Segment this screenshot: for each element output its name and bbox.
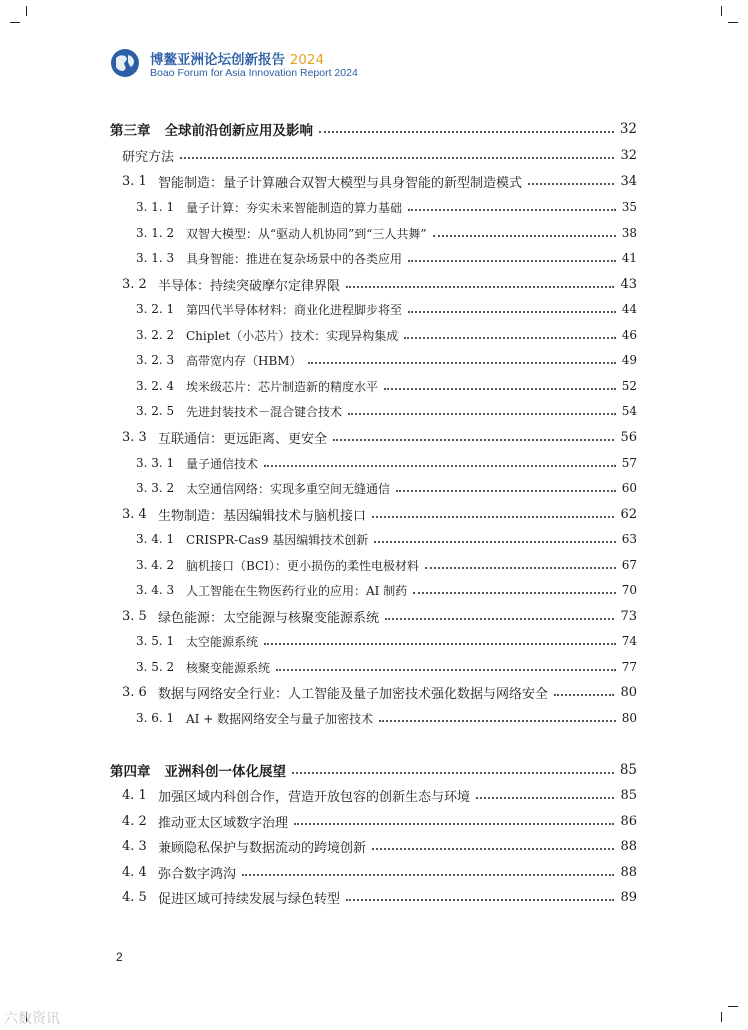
toc-number: 3. 4. 1	[136, 532, 175, 546]
toc-page: 77	[621, 660, 637, 674]
toc-page: 32	[619, 121, 637, 137]
leader-dots	[264, 465, 616, 467]
leader-dots	[319, 131, 614, 133]
toc-page: 85	[620, 787, 637, 803]
toc-number: 3. 1. 3	[136, 251, 175, 265]
toc-entry-3-2[interactable]	[122, 274, 637, 294]
toc-page: 85	[619, 762, 637, 778]
toc-title: 亚洲科创一体化展望	[164, 764, 286, 780]
toc-title: 智能制造：量子计算融合双智大模型与具身智能的新型制造模式	[158, 175, 523, 191]
toc-number: 3. 2. 5	[136, 404, 175, 418]
toc-page: 52	[621, 379, 637, 393]
leader-dots	[408, 209, 616, 211]
leader-dots	[292, 772, 614, 774]
leader-dots	[372, 516, 614, 518]
toc-entry-3-1-2[interactable]	[136, 223, 637, 243]
leader-dots	[425, 567, 616, 569]
leader-dots	[379, 720, 616, 722]
toc-page: 41	[621, 251, 637, 265]
leader-dots	[384, 388, 616, 390]
toc-title: 核聚变能源系统	[186, 660, 271, 675]
toc-entry-3-4-1[interactable]	[136, 529, 637, 549]
toc-number: 第三章	[110, 123, 151, 139]
report-header	[110, 46, 510, 86]
toc-entry-3-5-1[interactable]	[136, 631, 637, 651]
leader-dots	[396, 490, 616, 492]
toc-number: 第四章	[110, 764, 151, 780]
toc-number: 3. 2. 3	[136, 353, 175, 367]
toc-entry-4-3[interactable]	[122, 836, 637, 856]
leader-dots	[413, 592, 615, 594]
toc-title: 高带宽内存（HBM）	[186, 353, 302, 368]
toc-entry-3-4-2[interactable]	[136, 555, 637, 575]
toc-title: 人工智能在生物医药行业的应用：AI 制药	[186, 583, 408, 598]
toc-title: 半导体：持续突破摩尔定律界限	[158, 278, 341, 294]
leader-dots	[242, 874, 614, 876]
toc-number: 3. 2	[122, 276, 147, 292]
toc-number: 4. 2	[122, 813, 147, 829]
toc-title: 弥合数字鸿沟	[158, 866, 237, 882]
toc-number: 4. 5	[122, 889, 147, 905]
leader-dots	[276, 669, 616, 671]
toc-title: 量子计算：夯实未来智能制造的算力基础	[186, 200, 403, 215]
toc-entry-4-1[interactable]	[122, 785, 637, 805]
leader-dots	[385, 618, 614, 620]
toc-title: 太空通信网络：实现多重空间无缝通信	[186, 481, 391, 496]
toc-page: 43	[620, 276, 637, 292]
toc-number: 3. 2. 1	[136, 302, 175, 316]
header-title-en: Boao Forum for Asia Innovation Report 2024	[150, 67, 358, 79]
toc-page: 80	[621, 711, 637, 725]
crop-mark-top-right-h	[728, 22, 738, 23]
toc-title: 埃米级芯片：芯片制造新的精度水平	[186, 379, 379, 394]
toc-title: 数据与网络安全行业：人工智能及量子加密技术强化数据与网络安全	[158, 686, 549, 702]
header-title-cn: 博鳌亚洲论坛创新报告 2024	[150, 52, 325, 68]
toc-page: 56	[620, 429, 637, 445]
toc-entry-3-6[interactable]	[122, 682, 637, 702]
toc-entry-4-5[interactable]	[122, 887, 637, 907]
leader-dots	[433, 235, 616, 237]
toc-number: 3. 6	[122, 684, 147, 700]
toc-number: 3. 5. 1	[136, 634, 175, 648]
toc-page: 89	[620, 889, 637, 905]
toc-number: 3. 3. 1	[136, 456, 175, 470]
leader-dots	[408, 311, 616, 313]
toc-page: 63	[621, 532, 637, 546]
toc-chapter-3[interactable]	[110, 119, 637, 139]
toc-entry-3-2-3[interactable]	[136, 350, 637, 370]
leader-dots	[346, 286, 614, 288]
toc-page: 86	[620, 813, 637, 829]
crop-mark-top-right-v	[721, 6, 722, 16]
toc-page: 73	[620, 608, 637, 624]
toc-entry-3-5[interactable]	[122, 606, 637, 626]
toc-number: 3. 2. 2	[136, 328, 175, 342]
toc-entry-3-6-1[interactable]	[136, 708, 637, 728]
toc-entry-3-3-1[interactable]	[136, 453, 637, 473]
toc-entry-3-2-4[interactable]	[136, 376, 637, 396]
toc-title: 第四代半导体材料：商业化进程脚步将至	[186, 302, 403, 317]
leader-dots	[348, 413, 616, 415]
toc-number: 3. 1. 1	[136, 200, 175, 214]
toc-page: 46	[621, 328, 637, 342]
toc-entry-3-3-2[interactable]	[136, 478, 637, 498]
toc-number: 3. 5. 2	[136, 660, 175, 674]
leader-dots	[180, 157, 614, 159]
toc-entry-3-3[interactable]	[122, 427, 637, 447]
toc-title: 量子通信技术	[186, 456, 259, 471]
leader-dots	[528, 183, 614, 185]
toc-entry-3-2-1[interactable]	[136, 299, 637, 319]
toc-title: 双智大模型：从“驱动人机协同”到“三人共舞”	[186, 226, 427, 241]
watermark: 六数资讯	[4, 1011, 60, 1027]
toc-number: 3. 3. 2	[136, 481, 175, 495]
toc-page: 57	[621, 456, 637, 470]
toc-page: 32	[620, 147, 637, 163]
toc-page: 49	[621, 353, 637, 367]
header-year: 2024	[289, 52, 325, 68]
toc-number: 3. 1	[122, 173, 147, 189]
toc-page: 62	[620, 506, 637, 522]
toc-title: 先进封装技术－混合键合技术	[186, 404, 343, 419]
toc-page: 60	[621, 481, 637, 495]
toc-entry-3-1-3[interactable]	[136, 248, 637, 268]
crop-mark-top-left-v	[26, 6, 27, 16]
toc-number: 4. 1	[122, 787, 147, 803]
toc-title: 促进区域可持续发展与绿色转型	[158, 891, 341, 907]
toc-entry-3-4[interactable]	[122, 504, 637, 524]
toc-page: 44	[621, 302, 637, 316]
leader-dots	[333, 439, 614, 441]
toc-entry-4-4[interactable]	[122, 862, 637, 882]
toc-title: 太空能源系统	[186, 634, 259, 649]
toc-title: AI + 数据网络安全与量子加密技术	[186, 711, 374, 726]
leader-dots	[264, 643, 616, 645]
toc-title: 具身智能：推进在复杂场景中的各类应用	[186, 251, 403, 266]
toc-title: 加强区域内科创合作，营造开放包容的创新生态与环境	[158, 789, 471, 805]
toc-number: 3. 5	[122, 608, 147, 624]
toc-title: 生物制造：基因编辑技术与脑机接口	[158, 508, 367, 524]
toc-number: 3. 3	[122, 429, 147, 445]
toc-page: 70	[621, 583, 637, 597]
toc-entry-3-1[interactable]	[122, 171, 637, 191]
globe-logo-icon	[110, 48, 140, 78]
leader-dots	[476, 797, 614, 799]
toc-number: 3. 4. 2	[136, 558, 175, 572]
toc-page: 74	[621, 634, 637, 648]
leader-dots	[404, 337, 616, 339]
toc-page: 38	[621, 226, 637, 240]
toc-page: 80	[620, 684, 637, 700]
leader-dots	[294, 823, 614, 825]
toc-number: 3. 2. 4	[136, 379, 175, 393]
toc-number: 4. 3	[122, 838, 147, 854]
toc-title: 推动亚太区域数字治理	[158, 815, 289, 831]
toc-number: 3. 4	[122, 506, 147, 522]
crop-mark-bottom-right-h	[728, 1006, 738, 1007]
leader-dots	[408, 260, 616, 262]
toc-entry-3-1-1[interactable]	[136, 197, 637, 217]
crop-mark-top-left-h	[10, 22, 20, 23]
page-number: 2	[116, 950, 123, 964]
toc-page: 88	[620, 864, 637, 880]
toc-page: 54	[621, 404, 637, 418]
toc-title: 互联通信：更远距离、更安全	[158, 431, 328, 447]
toc-chapter-4[interactable]	[110, 760, 637, 780]
toc-entry-3-4-3[interactable]	[136, 580, 637, 600]
leader-dots	[374, 541, 615, 543]
toc-entry-3-2-2[interactable]	[136, 325, 637, 345]
toc-page: 88	[620, 838, 637, 854]
toc-number: 4. 4	[122, 864, 147, 880]
leader-dots	[372, 848, 614, 850]
leader-dots	[308, 362, 616, 364]
toc-page: 35	[621, 200, 637, 214]
toc-entry-method[interactable]	[122, 145, 637, 165]
crop-mark-bottom-right-v	[721, 1012, 722, 1022]
toc-entry-3-2-5[interactable]	[136, 401, 637, 421]
toc-page: 34	[620, 173, 637, 189]
toc-title: 绿色能源：太空能源与核聚变能源系统	[158, 610, 380, 626]
toc-page: 67	[621, 558, 637, 572]
toc-entry-4-2[interactable]	[122, 811, 637, 831]
toc-title: 脑机接口（BCI）：更小损伤的柔性电极材料	[186, 558, 419, 573]
toc-number: 3. 6. 1	[136, 711, 175, 725]
toc-number: 3. 1. 2	[136, 226, 175, 240]
leader-dots	[554, 694, 614, 696]
toc-title: 兼顾隐私保护与数据流动的跨境创新	[158, 840, 367, 856]
toc-number: 3. 4. 3	[136, 583, 175, 597]
toc-title: 研究方法	[122, 149, 175, 165]
toc-title: Chiplet（小芯片）技术：实现异构集成	[186, 328, 399, 343]
toc-title: CRISPR-Cas9 基因编辑技术创新	[186, 532, 369, 547]
toc-entry-3-5-2[interactable]	[136, 657, 637, 677]
toc-title: 全球前沿创新应用及影响	[164, 123, 313, 139]
leader-dots	[346, 899, 614, 901]
